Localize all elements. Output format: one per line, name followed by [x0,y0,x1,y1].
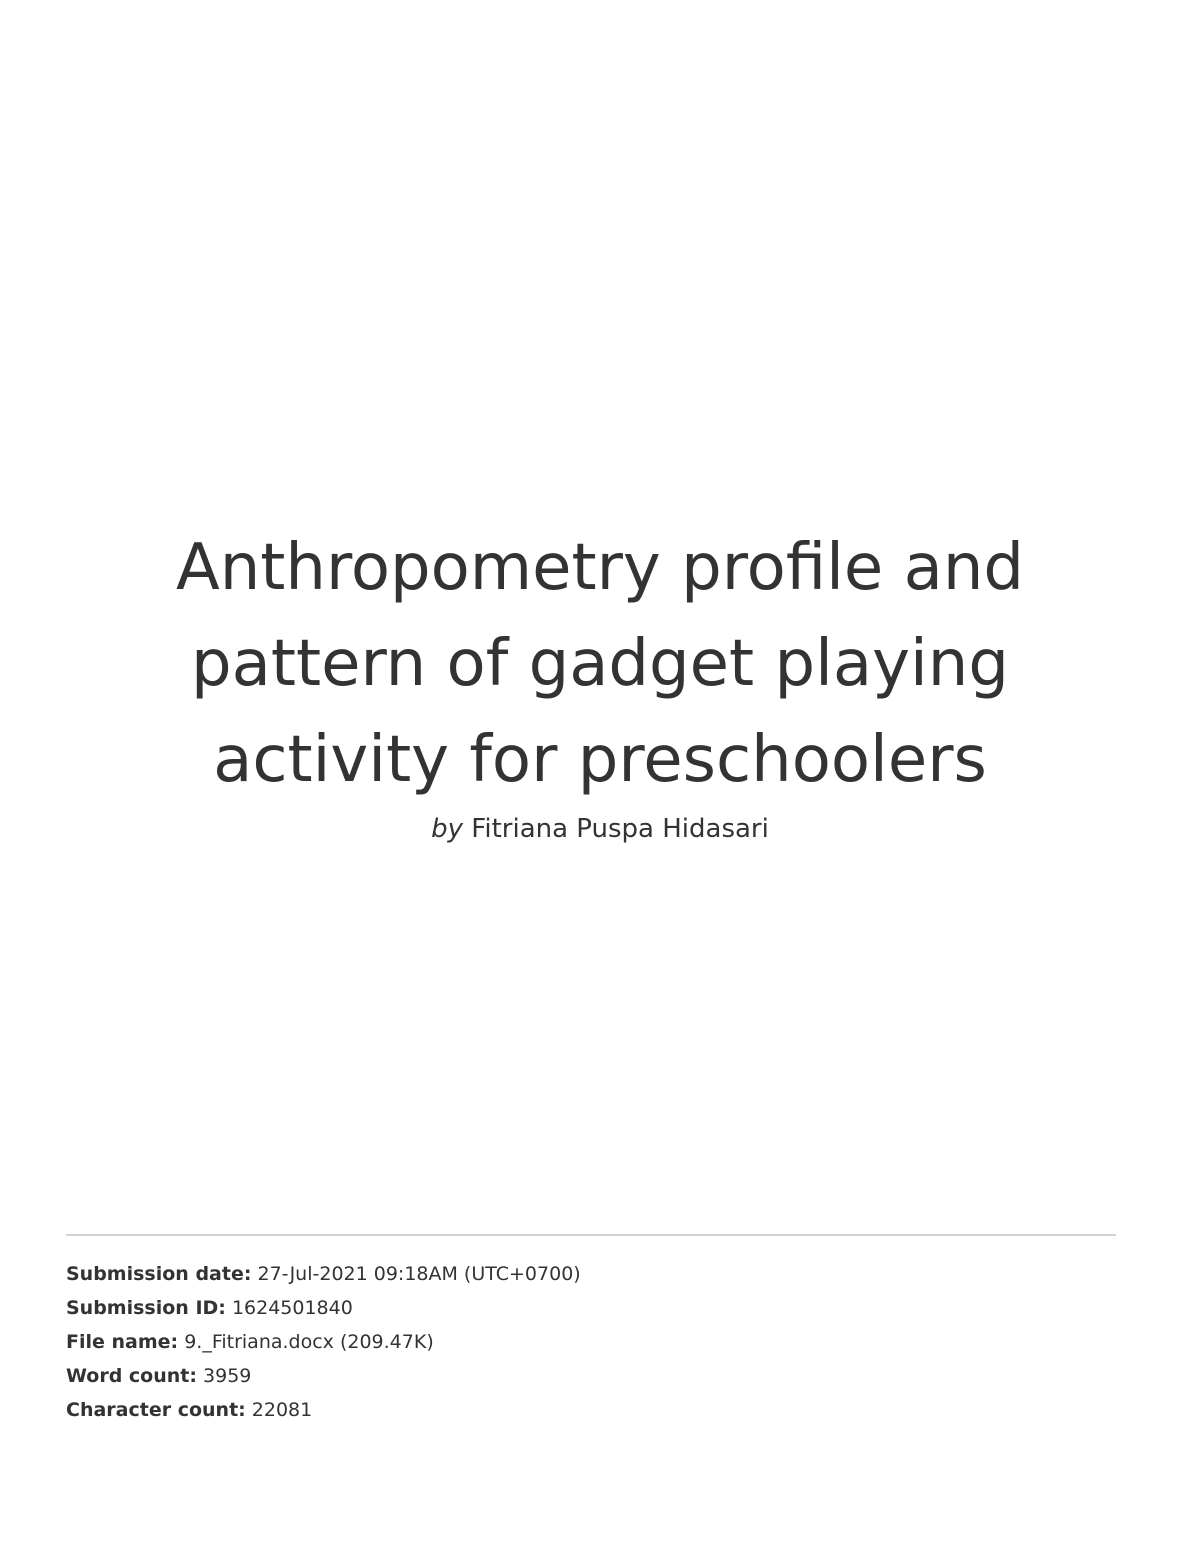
submission-date-row [66,1257,1116,1291]
word-count-value: 3959 [203,1365,252,1387]
submission-date-value: 27-Jul-2021 09:18AM (UTC+0700) [257,1263,581,1285]
submission-date-label: Submission date: [66,1263,252,1285]
section-divider [66,1234,1116,1236]
title-line-1: Anthropometry profile and [175,531,1025,605]
byline-prefix: by [431,814,464,844]
file-name-label: File name: [66,1331,179,1353]
byline [0,812,1200,846]
submission-details [66,1257,1116,1427]
submission-id-value: 1624501840 [231,1297,353,1319]
title-block [0,520,1200,846]
character-count-value: 22081 [251,1399,313,1421]
submission-id-label: Submission ID: [66,1297,226,1319]
word-count-label: Word count: [66,1365,197,1387]
file-name-value: 9._Fitriana.docx (209.47K) [184,1331,434,1353]
submission-id-row [66,1291,1116,1325]
file-name-row [66,1325,1116,1359]
character-count-row [66,1393,1116,1427]
word-count-row [66,1359,1116,1393]
title-line-3: activity for preschoolers [213,723,987,797]
title-line-2: pattern of gadget playing [191,627,1009,701]
character-count-label: Character count: [66,1399,246,1421]
author-name: Fitriana Puspa Hidasari [471,814,769,844]
